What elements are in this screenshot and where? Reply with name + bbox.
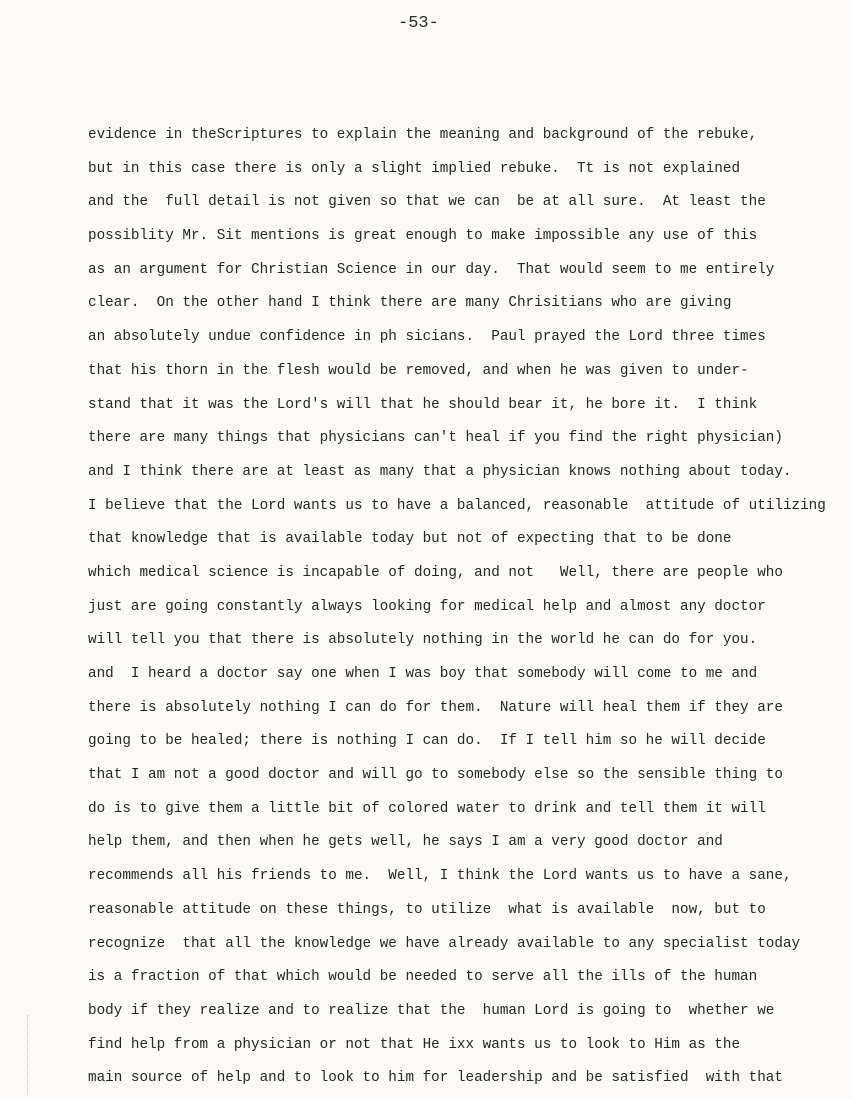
- text-line: recommends all his friends to me. Well, I think the Lord wants us to have a sane,: [88, 868, 792, 885]
- text-line: that his thorn in the flesh would be removed, and when he was given to under-: [88, 362, 749, 379]
- text-line: help them, and then when he gets well, he says I am a very good doctor and: [88, 834, 723, 851]
- margin-mark: [27, 1015, 32, 1095]
- text-line: find help from a physician or not that He ixx wants us to look to Him as the: [88, 1036, 741, 1053]
- text-line: there are many things that physicians can't heal if you find the right physician): [88, 430, 783, 447]
- text-line: evidence in theScriptures to explain the meaning and background of the rebuke,: [88, 127, 758, 143]
- text-line: clear. On the other hand I think there are many Chrisitians who are giving: [88, 295, 732, 312]
- text-line: is a fraction of that which would be needed to serve all the ills of the human: [88, 969, 758, 986]
- text-line: but in this case there is only a slight implied rebuke. Tt is not explained: [88, 160, 741, 177]
- text-line: stand that it was the Lord's will that he should bear it, he bore it. I think: [88, 396, 758, 413]
- text-line: do is to give them a little bit of colored water to drink and tell them it will: [88, 800, 766, 817]
- text-line: I believe that the Lord wants us to have a balanced, reasonable attitude of utilizing: [88, 497, 826, 514]
- text-line: going to be healed; there is nothing I can do. If I tell him so he will decide: [88, 733, 766, 750]
- text-line: main source of help and to look to him for leadership and be satisfied with that: [88, 1070, 783, 1087]
- text-line: which medical science is incapable of doing, and not Well, there are people who: [88, 564, 783, 581]
- text-line: there is absolutely nothing I can do for them. Nature will heal them if they are: [88, 699, 783, 716]
- text-line: an absolutely undue confidence in ph sicians. Paul prayed the Lord three times: [88, 329, 766, 346]
- typed-body-text: [88, 119, 828, 1096]
- text-line: as an argument for Christian Science in our day. That would seem to me entirely: [88, 261, 775, 278]
- text-line: body if they realize and to realize that the human Lord is going to whether we: [88, 1002, 775, 1019]
- text-line: reasonable attitude on these things, to utilize what is available now, but to: [88, 901, 766, 918]
- text-line: that I am not a good doctor and will go to somebody else so the sensible thing to: [88, 767, 783, 784]
- text-line: and I heard a doctor say one when I was boy that somebody will come to me and: [88, 666, 758, 682]
- text-line: just are going constantly always looking for medical help and almost any doctor: [88, 598, 766, 615]
- text-line: that knowledge that is available today but not of expecting that to be done: [88, 531, 732, 548]
- text-line: will tell you that there is absolutely nothing in the world he can do for you.: [88, 632, 758, 649]
- text-line: possiblity Mr. Sit mentions is great enough to make impossible any use of this: [88, 228, 758, 245]
- text-line: and I think there are at least as many that a physician knows nothing about today.: [88, 463, 792, 480]
- text-line: recognize that all the knowledge we have already available to any specialist today: [88, 935, 801, 952]
- text-line: and the full detail is not given so that we can be at all sure. At least the: [88, 194, 766, 211]
- page-number: -53-: [398, 14, 439, 33]
